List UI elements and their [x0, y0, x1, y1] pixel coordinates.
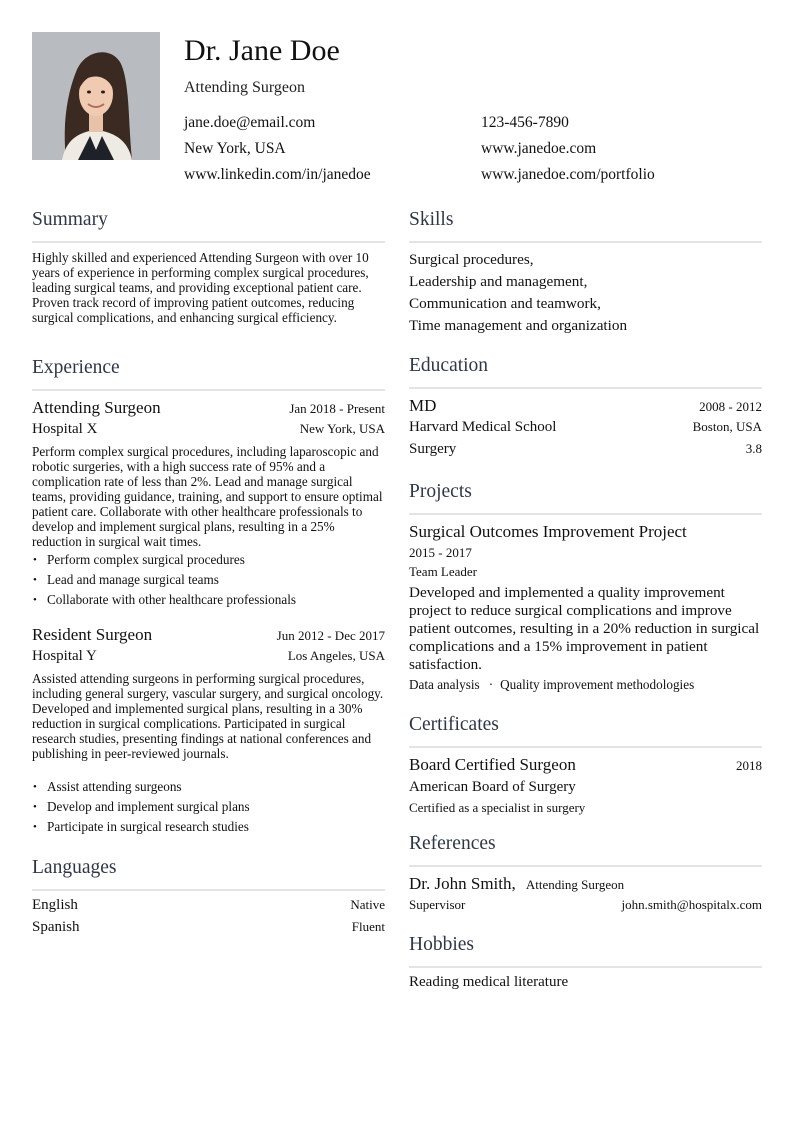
hobbies-heading: Hobbies — [409, 933, 762, 968]
project-description: Developed and implemented a quality improvement project to reduce surgical complications and improve patient outcomes, resulting in a 20% reduction in surgical complications and a 15% improvement in patient satisfaction. — [409, 584, 760, 673]
tag-separator: · — [488, 677, 494, 692]
job-1-dates: Jan 2018 - Present — [289, 401, 385, 416]
education-school: Harvard Medical School — [409, 419, 557, 435]
education-field: Surgery — [409, 441, 457, 457]
project-role: Team Leader — [409, 564, 478, 579]
job-2-location: Los Angeles, USA — [287, 648, 385, 663]
education-gpa: 3.8 — [745, 441, 762, 456]
language-name: Spanish — [32, 919, 80, 935]
contact-location: New York, USA — [184, 140, 286, 157]
contact-portfolio[interactable]: www.janedoe.com/portfolio — [481, 166, 655, 183]
job-2-org: Hospital Y — [32, 648, 97, 664]
education-location: Boston, USA — [692, 419, 762, 434]
skills-heading: Skills — [409, 208, 762, 243]
summary-text: Highly skilled and experienced Attending Surgeon with over 10 years of experience in performing complex surgical procedures, leading surgical teams, and providing exceptional patient care. Proven track record of improving patient outcomes, reducing surgical complications, and enhancing surgical efficiency. — [32, 250, 369, 325]
project-dates: 2015 - 2017 — [409, 545, 472, 560]
skill-item: Surgical procedures, — [409, 251, 534, 268]
job-1-header — [32, 398, 385, 418]
certificate-name: Board Certified Surgeon — [409, 755, 576, 774]
education-dates: 2008 - 2012 — [699, 399, 762, 414]
job-2-role: Resident Surgeon — [32, 625, 153, 644]
certificates-heading: Certificates — [409, 713, 762, 748]
projects-heading: Projects — [409, 480, 762, 515]
reference-details — [409, 897, 762, 913]
contact-linkedin[interactable]: www.linkedin.com/in/janedoe — [184, 166, 371, 183]
language-level: Fluent — [351, 919, 385, 934]
list-item: • Lead and manage surgical teams — [32, 570, 385, 590]
list-item: • Perform complex surgical procedures — [32, 550, 385, 570]
language-name: English — [32, 897, 78, 913]
experience-heading: Experience — [32, 356, 385, 391]
list-item: • Assist attending surgeons — [32, 777, 385, 797]
education-degree: MD — [409, 396, 437, 415]
languages-heading: Languages — [32, 856, 385, 891]
job-1-location: New York, USA — [299, 421, 385, 436]
education-heading: Education — [409, 354, 762, 389]
language-row — [32, 897, 385, 914]
skills-list — [409, 249, 762, 337]
skill-item: Communication and teamwork, — [409, 295, 601, 312]
job-2-description: Assisted attending surgeons in performing surgical procedures, including general surgery, vascular surgery, and surgical oncology. Developed and implemented surgical plans, resulting in a 30% reduction in surgical complications. Participated in surgical research studies, presenting findings at national conferences and publishing in peer-reviewed journals. — [32, 671, 384, 761]
project-tag: Data analysis — [409, 677, 480, 692]
reference-title: Attending Surgeon — [525, 877, 625, 892]
job-1-org: Hospital X — [32, 421, 98, 437]
education-school-row — [409, 419, 762, 436]
list-item: • Develop and implement surgical plans — [32, 797, 385, 817]
certificate-note: Certified as a specialist in surgery — [409, 800, 586, 815]
references-heading: References — [409, 832, 762, 867]
list-item: • Collaborate with other healthcare professionals — [32, 590, 385, 610]
job-1-org-row — [32, 421, 385, 438]
project-name: Surgical Outcomes Improvement Project — [409, 522, 687, 541]
contact-email[interactable]: jane.doe@email.com — [184, 114, 316, 131]
certificate-year: 2018 — [736, 758, 762, 773]
summary-heading: Summary — [32, 208, 385, 243]
reference-name: Dr. John Smith, — [409, 874, 516, 893]
language-level: Native — [350, 897, 385, 912]
certificate-header — [409, 755, 762, 775]
job-1-role: Attending Surgeon — [32, 398, 161, 417]
job-1-description: Perform complex surgical procedures, including laparoscopic and robotic surgeries, with a high success rate of 95% and a complication rate of less than 2%. Lead and manage surgical teams, providing guidance, training, and support to ensure optimal patient care. Collaborate with other healthcare professionals to develop and implement surgical plans, resulting in a 25% reduction in surgical wait times. — [32, 444, 383, 549]
certificate-issuer: American Board of Surgery — [409, 779, 576, 795]
reference-header — [409, 874, 624, 894]
contact-phone[interactable]: 123-456-7890 — [481, 114, 569, 131]
project-tags — [409, 677, 694, 693]
skill-item: Time management and organization — [409, 317, 628, 334]
language-row — [32, 919, 385, 936]
reference-relation: Supervisor — [409, 897, 466, 912]
reference-email[interactable]: john.smith@hospitalx.com — [621, 897, 762, 912]
hobby-item: Reading medical literature — [409, 974, 569, 990]
candidate-name: Dr. Jane Doe — [184, 34, 340, 67]
contact-website[interactable]: www.janedoe.com — [481, 140, 597, 157]
skill-item: Leadership and management, — [409, 273, 588, 290]
job-2-dates: Jun 2012 - Dec 2017 — [276, 628, 385, 643]
candidate-title: Attending Surgeon — [184, 79, 306, 96]
portrait-image — [32, 32, 160, 160]
education-degree-row — [409, 396, 762, 416]
list-item: • Participate in surgical research studies — [32, 817, 385, 837]
job-2-header — [32, 625, 385, 645]
job-2-bullets — [32, 777, 385, 837]
profile-photo — [32, 32, 160, 160]
project-tag: Quality improvement methodologies — [500, 677, 695, 692]
education-field-row — [409, 441, 762, 458]
job-2-org-row — [32, 648, 385, 665]
job-1-bullets — [32, 550, 385, 610]
